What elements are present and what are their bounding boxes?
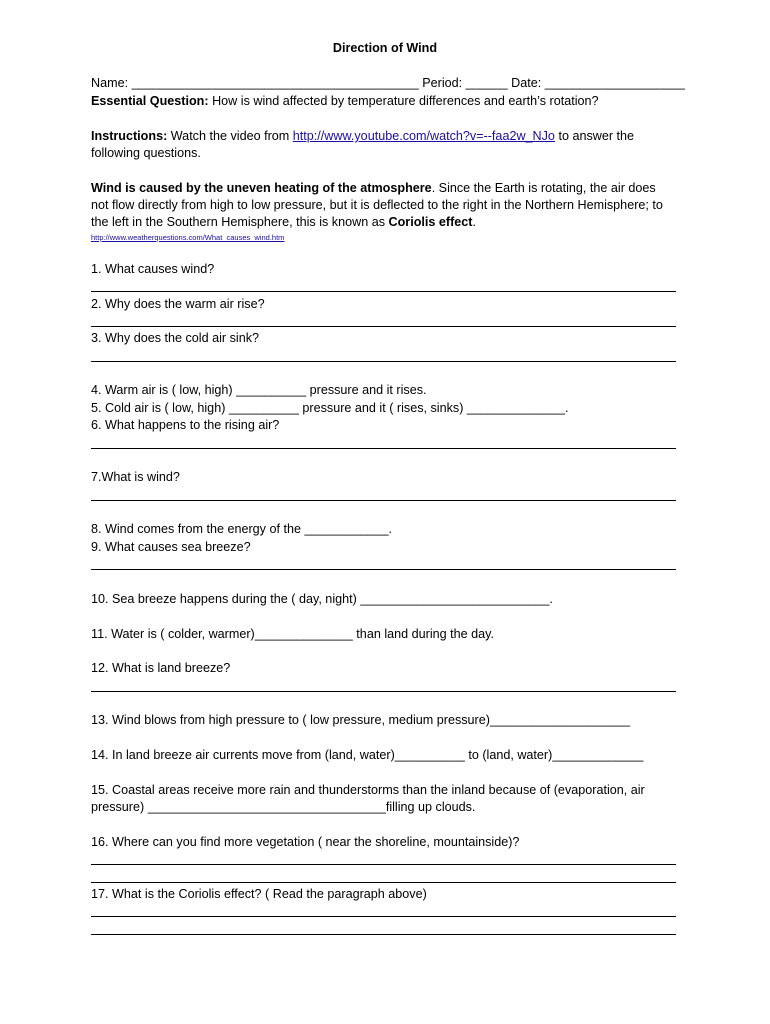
- wind-paragraph: [91, 180, 671, 231]
- answer-line[interactable]: [91, 500, 676, 501]
- answer-line[interactable]: [91, 361, 676, 362]
- essential-question-label: Essential Question:: [91, 94, 209, 108]
- question-1: 1. What causes wind?: [91, 262, 215, 276]
- question-6: 6. What happens to the rising air?: [91, 418, 280, 432]
- question-2: 2. Why does the warm air rise?: [91, 297, 265, 311]
- instructions: [91, 128, 671, 162]
- answer-line[interactable]: [91, 291, 676, 292]
- wind-paragraph-lead: Wind is caused by the uneven heating of the atmosphere: [91, 181, 432, 195]
- name-period-date-line: Name: _________________________________________ Period: ______ Date: ____________________: [91, 76, 685, 90]
- answer-line[interactable]: [91, 882, 676, 883]
- instructions-text-after: to answer the following questions.: [91, 129, 635, 160]
- essential-question: [91, 94, 599, 108]
- question-14: 14. In land breeze air currents move from (land, water)__________ to (land, water)_____________: [91, 748, 644, 762]
- instructions-label: Instructions:: [91, 129, 168, 143]
- question-12: 12. What is land breeze?: [91, 661, 231, 675]
- answer-line[interactable]: [91, 448, 676, 449]
- page-title: Direction of Wind: [332, 41, 438, 55]
- wind-paragraph-end: .: [472, 215, 476, 229]
- question-4: 4. Warm air is ( low, high) __________ pressure and it rises.: [91, 383, 427, 397]
- question-3: 3. Why does the cold air sink?: [91, 331, 259, 345]
- question-11: 11. Water is ( colder, warmer)______________ than land during the day.: [91, 627, 495, 641]
- coriolis-term: Coriolis effect: [388, 215, 473, 229]
- instructions-text-before: Watch the video from: [167, 129, 293, 143]
- question-9: 9. What causes sea breeze?: [91, 540, 251, 554]
- question-7: 7.What is wind?: [91, 470, 180, 484]
- answer-line[interactable]: [91, 569, 676, 570]
- essential-question-text: How is wind affected by temperature differences and earth’s rotation?: [208, 94, 599, 108]
- answer-line[interactable]: [91, 691, 676, 692]
- answer-line[interactable]: [91, 326, 676, 327]
- question-10: 10. Sea breeze happens during the ( day, night) ___________________________.: [91, 592, 553, 606]
- question-17: 17. What is the Coriolis effect? ( Read the paragraph above): [91, 887, 427, 901]
- question-13: 13. Wind blows from high pressure to ( low pressure, medium pressure)____________________: [91, 713, 631, 727]
- question-15: 15. Coastal areas receive more rain and thunderstorms than the inland because of (evaporation, air pressure) __________________________________filling up clouds.: [91, 783, 645, 814]
- answer-line[interactable]: [91, 916, 676, 917]
- source-link[interactable]: http://www.weatherquestions.com/What_causes_wind.htm: [91, 233, 285, 242]
- question-16: 16. Where can you find more vegetation ( near the shoreline, mountainside)?: [91, 835, 520, 849]
- question-8: 8. Wind comes from the energy of the ____________.: [91, 522, 393, 536]
- video-link[interactable]: http://www.youtube.com/watch?v=--faa2w_NJo: [292, 129, 555, 143]
- answer-line[interactable]: [91, 864, 676, 865]
- answer-line[interactable]: [91, 934, 676, 935]
- question-5: 5. Cold air is ( low, high) __________ pressure and it ( rises, sinks) ______________.: [91, 401, 569, 415]
- wind-paragraph-text: . Since the Earth is rotating, the air does not flow directly from high to low pressure, but it is deflected to the right in the Northern Hemisphere; to the left in the Southern Hemisphere, this is known as: [91, 181, 663, 229]
